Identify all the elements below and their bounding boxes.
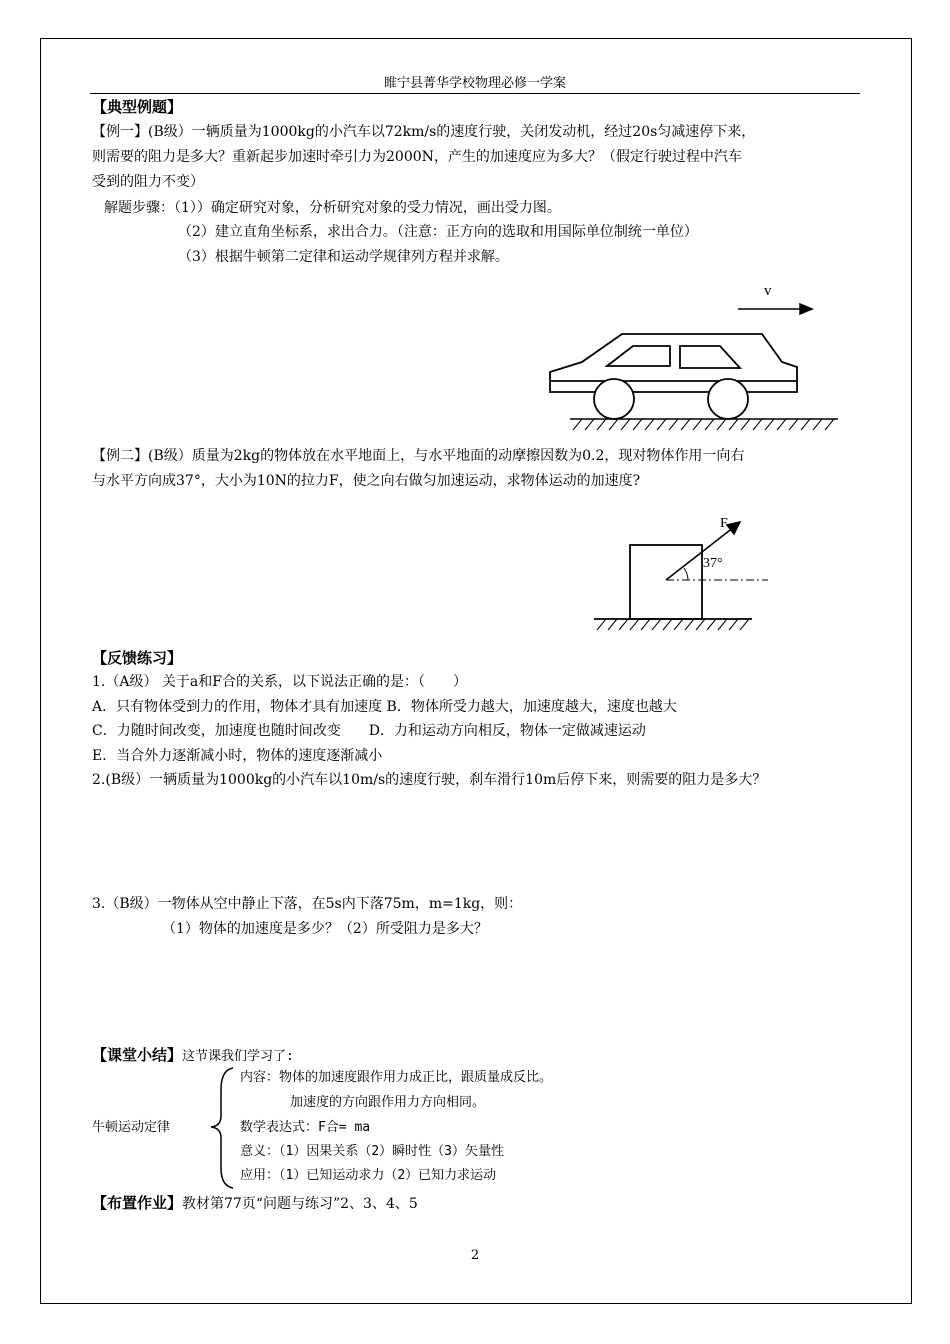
velocity-label: v — [764, 283, 772, 299]
page-number: 2 — [470, 1248, 480, 1263]
angle-label: 37° — [703, 556, 723, 571]
solution-step-2: （2）建立直角坐标系，求出合力。（注意：正方向的选取和用国际单位制统一单位） — [178, 224, 698, 240]
homework-text: 教材第77页“问题与练习”2、3、4、5 — [182, 1196, 418, 1212]
summary-heading: 【课堂小结】 — [92, 1046, 183, 1064]
example2-line2: 与水平方向成37°，大小为10N的拉力F，使之向右做匀加速运动，求物体运动的加速度? — [92, 473, 641, 489]
section-feedback-title: 【反馈练习】 — [92, 649, 183, 667]
question1-stem: 1.（A级） 关于a和F合的关系，以下说法正确的是：（ ） — [92, 674, 467, 690]
summary-application: 应用：（1）已知运动求力（2）已知力求运动 — [240, 1168, 497, 1183]
homework-heading: 【布置作业】 — [92, 1194, 183, 1212]
newton-law-label: 牛顿运动定律 — [92, 1120, 171, 1135]
example2-line1: 【例二】(B级）质量为2kg的物体放在水平地面上，与水平地面的动摩擦因数为0.2，现对物体作用一向右 — [92, 448, 745, 464]
section-examples-title: 【典型例题】 — [92, 98, 183, 116]
solution-step-3: （3）根据牛顿第二定律和运动学规律列方程并求解。 — [178, 249, 509, 265]
question3-stem: 3.（B级）一物体从空中静止下落，在5s内下落75m，m=1kg，则： — [92, 896, 523, 912]
question1-option-e: E．当合外力逐渐减小时，物体的速度逐渐减小 — [92, 748, 383, 764]
question1-options-cd: C．力随时间改变，加速度也随时间改变 D．力和运动方向相反，物体一定做减速运动 — [92, 723, 646, 739]
example1-line2: 则需要的阻力是多大？重新起步加速时牵引力为2000N，产生的加速度应为多大？（假定行驶过程中汽车 — [92, 149, 742, 165]
example1-line1: 【例一】(B级）一辆质量为1000kg的小汽车以72km/s的速度行驶，关闭发动机，经过20s匀减速停下来， — [92, 124, 756, 140]
example1-line3: 受到的阻力不变） — [92, 174, 204, 190]
summary-content-1: 内容：物体的加速度跟作用力成正比，跟质量成反比。 — [240, 1070, 553, 1085]
summary-intro: 这节课我们学习了: — [182, 1049, 294, 1064]
question2: 2.(B级）一辆质量为1000kg的小汽车以10m/s的速度行驶，刹车滑行10m后停下来，则需要的阻力是多大？ — [92, 772, 767, 788]
question3-subquestions: （1）物体的加速度是多少？（2）所受阻力是多大？ — [162, 921, 488, 937]
force-label: F — [720, 516, 728, 531]
homework-line — [92, 1193, 418, 1214]
summary-content-2: 加速度的方向跟作用力方向相同。 — [290, 1095, 486, 1110]
question1-options-ab: A．只有物体受到力的作用，物体才具有加速度 B．物体所受力越大，加速度越大，速度也越大 — [92, 699, 677, 715]
page-header: 睢宁县菁华学校物理必修一学案 — [90, 72, 860, 94]
solution-steps: 解题步骤：（1））确定研究对象，分析研究对象的受力情况，画出受力图。 — [104, 200, 561, 216]
summary-meaning: 意义：（1）因果关系（2）瞬时性（3）矢量性 — [240, 1144, 504, 1159]
summary-formula: 数学表达式：F合= ma — [240, 1120, 371, 1135]
